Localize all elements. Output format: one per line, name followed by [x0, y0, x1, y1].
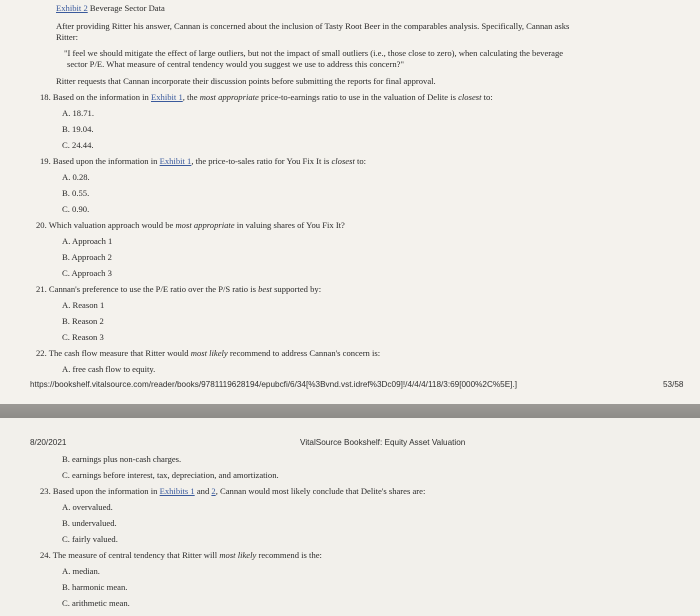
option-19a[interactable]: A. 0.28. [62, 172, 90, 182]
option-23b[interactable]: B. undervalued. [62, 518, 117, 528]
exhibit-2-link[interactable]: 2 [211, 486, 216, 496]
question-20: 20. Which valuation approach would be most appropriate in valuing shares of You Fix It? [36, 220, 345, 230]
paragraph-line: After providing Ritter his answer, Cannan is concerned about the inclusion of Tasty Root Beer in the comparables analysis. Specifically, Cannan asks [56, 21, 570, 31]
quote-line: "I feel we should mitigate the effect of large outliers, but not the impact of small outliers (i.e., those close to zero), when calculating the beverage [64, 48, 564, 58]
option-22c[interactable]: C. earnings before interest, tax, depreciation, and amortization. [62, 470, 279, 480]
option-20c[interactable]: C. Approach 3 [62, 268, 112, 278]
page-url[interactable]: https://bookshelf.vitalsource.com/reader/books/9781119628194/epubcfi/6/34[%3Bvnd.vst.idref%3Dc09]!/4/4/4/118/3:69[000%2C%5E].] [30, 380, 518, 389]
question-18: 18. Based on the information in Exhibit 1, the most appropriate price-to-earnings ratio to use in the valuation of Delite is closest to: [40, 92, 493, 102]
option-22a[interactable]: A. free cash flow to equity. [62, 364, 156, 374]
paragraph-line: Ritter: [56, 32, 78, 42]
option-23c[interactable]: C. fairly valued. [62, 534, 118, 544]
print-date: 8/20/2021 [30, 438, 67, 447]
option-23a[interactable]: A. overvalued. [62, 502, 113, 512]
option-18a[interactable]: A. 18.71. [62, 108, 94, 118]
exhibit-2-title: Exhibit 2 Beverage Sector Data [56, 3, 165, 13]
option-18b[interactable]: B. 19.04. [62, 124, 94, 134]
question-23: 23. Based upon the information in Exhibits 1 and 2, Cannan would most likely conclude that Delite's shares are: [40, 486, 426, 496]
option-19c[interactable]: C. 0.90. [62, 204, 90, 214]
print-header-title: VitalSource Bookshelf: Equity Asset Valuation [300, 438, 466, 447]
ritter-request-line: Ritter requests that Cannan incorporate their discussion points before submitting the reports for final approval. [56, 76, 436, 86]
page-break [0, 404, 700, 418]
exhibit-1-link[interactable]: Exhibit 1 [151, 92, 183, 102]
option-24b[interactable]: B. harmonic mean. [62, 582, 128, 592]
option-24a[interactable]: A. median. [62, 566, 100, 576]
exhibit-2-link[interactable]: Exhibit 2 [56, 3, 88, 13]
exhibits-1-link[interactable]: Exhibits 1 [159, 486, 195, 496]
option-24c[interactable]: C. arithmetic mean. [62, 598, 130, 608]
option-20a[interactable]: A. Approach 1 [62, 236, 113, 246]
option-21c[interactable]: C. Reason 3 [62, 332, 104, 342]
exhibit-1-link[interactable]: Exhibit 1 [159, 156, 192, 166]
question-22: 22. The cash flow measure that Ritter would most likely recommend to address Cannan's concern is: [36, 348, 381, 358]
question-21: 21. Cannan's preference to use the P/E ratio over the P/S ratio is best supported by: [36, 284, 322, 294]
document-page-54 [0, 418, 700, 616]
question-24: 24. The measure of central tendency that Ritter will most likely recommend is the: [40, 550, 322, 560]
question-19: 19. Based upon the information in Exhibit 1, the price-to-sales ratio for You Fix It is closest to: [40, 156, 367, 166]
quote-line: sector P/E. What measure of central tendency would you suggest we use to address this concern?" [67, 59, 404, 69]
option-18c[interactable]: C. 24.44. [62, 140, 94, 150]
option-19b[interactable]: B. 0.55. [62, 188, 90, 198]
page-number: 53/58 [663, 380, 684, 389]
option-21b[interactable]: B. Reason 2 [62, 316, 104, 326]
option-21a[interactable]: A. Reason 1 [62, 300, 105, 310]
option-20b[interactable]: B. Approach 2 [62, 252, 112, 262]
option-22b[interactable]: B. earnings plus non-cash charges. [62, 454, 182, 464]
